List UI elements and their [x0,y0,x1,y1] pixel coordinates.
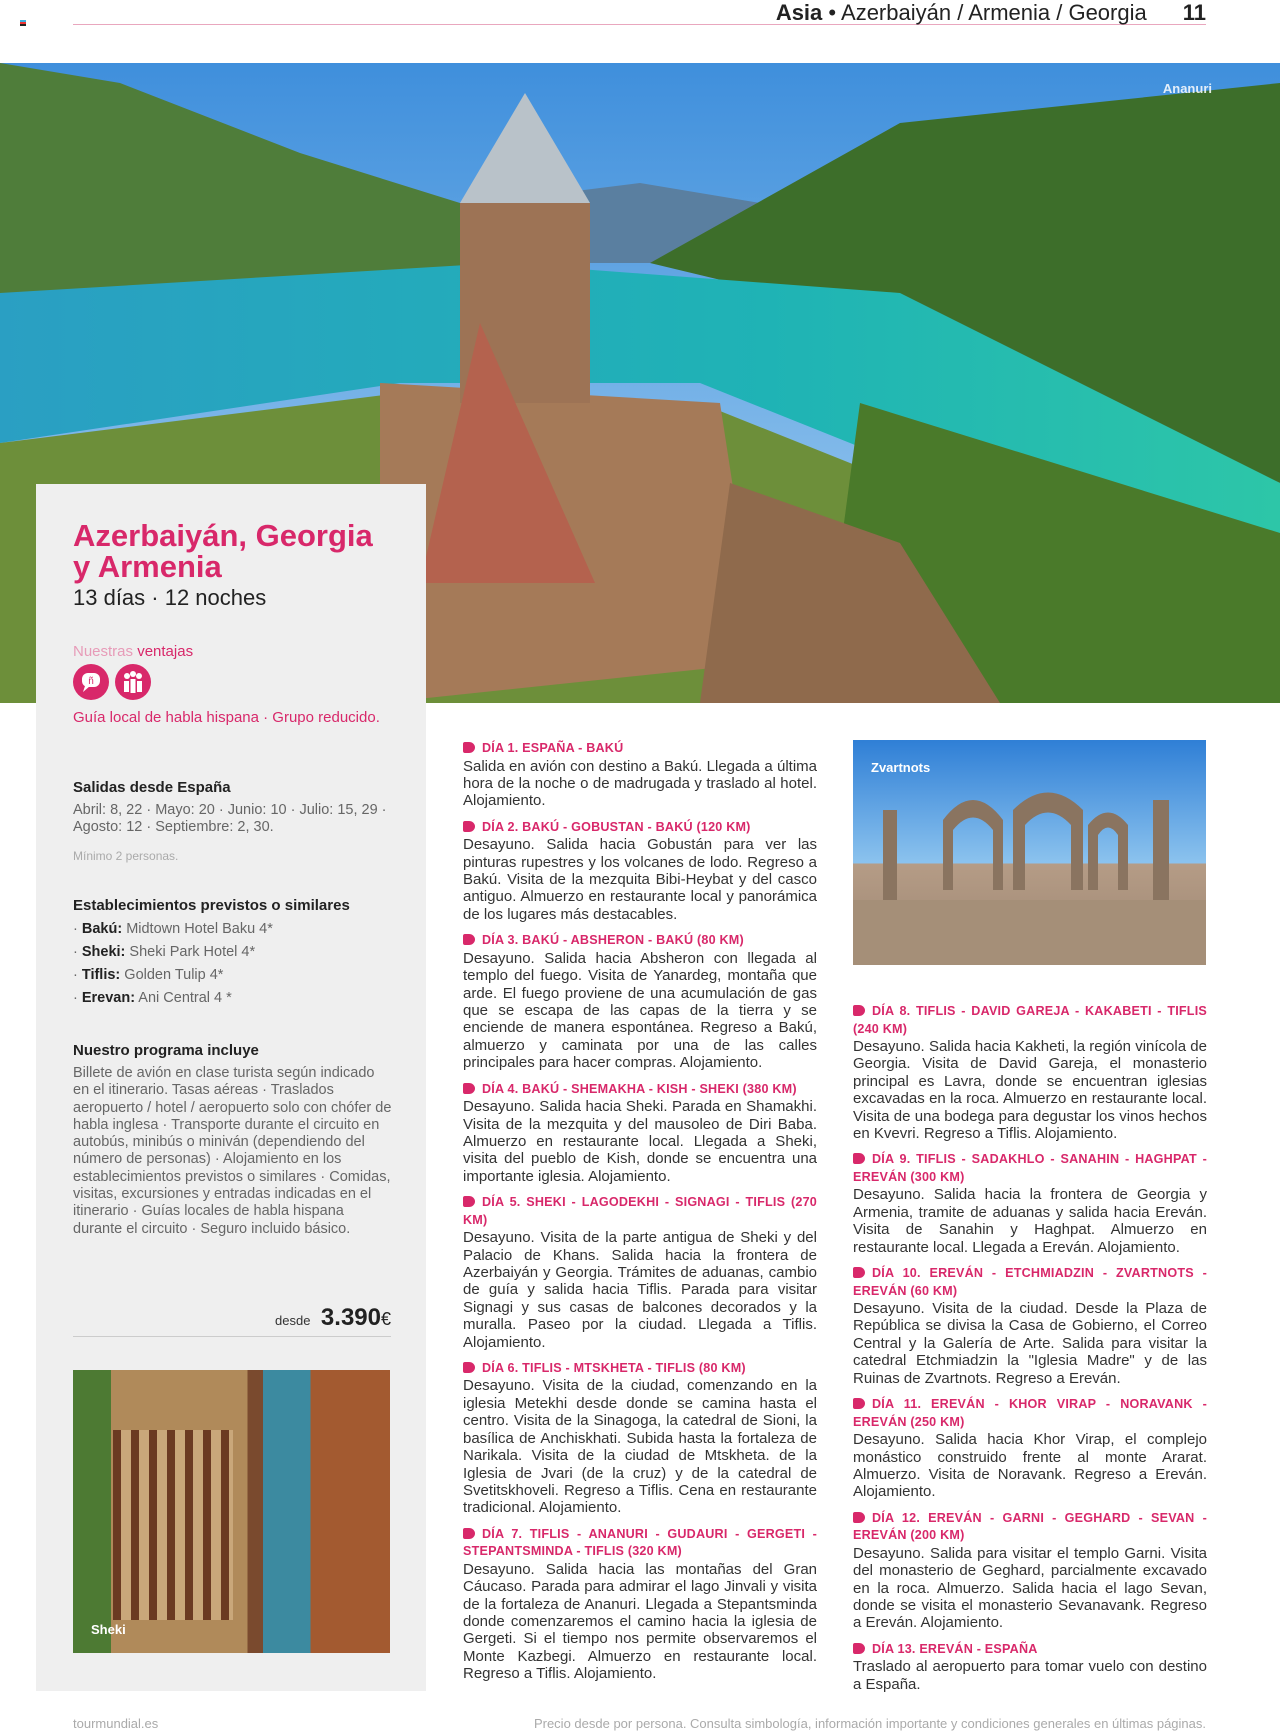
includes-text: Billete de avión en clase turista según indicado en el itinerario. Tasas aéreas · Traslados aeropuerto / hotel / aeropuerto solo con chófer de habla inglesa · Transporte durante el circuito en autobús, minibús o miniván (dependiendo del número de personas) · Alojamiento en los establecimientos previstos o similares · Comidas, visitas, excursiones y entradas indicadas en el itinerario · Guías locales de habla hispana durante el circuito · Seguro incluido básico. [73,1065,392,1237]
header-region: Asia [775,0,823,25]
small-group-icon [115,664,151,700]
hotel-city: Bakú: [81,921,123,937]
price-prefix: desde [275,1313,311,1328]
itinerary-day [463,1526,817,1683]
itinerary-day [853,1396,1207,1501]
zvartnots-photo [853,740,1206,965]
day-title [853,1151,1207,1186]
itinerary-day [463,1194,817,1351]
day-text: Desayuno. Salida hacia la frontera de Georgia y Armenia, tramite de aduanas y salida hacia Ereván. Visita de Sanahin y Haghpat. Almuerzo en restaurante local. Llegada a Ereván. Alojamiento. [853,1186,1207,1256]
hotel-name: Ani Central 4 * [138,990,232,1006]
bullet-icon [463,1362,475,1373]
departures-text: Abril: 8, 22 · Mayo: 20 · Junio: 10 · Julio: 15, 29 · Agosto: 12 · Septiembre: 2, 30. [73,802,387,836]
day-text: Desayuno. Salida hacia Gobustán para ver las pinturas rupestres y los volcanes de lodo. Regreso a Bakú. Visita de la mezquita Bibi-Heybat y del casco antiguo. Almuerzo en restaurante local y panorámica de los lugares más destacables. [463,836,817,923]
departures-title: Salidas desde España [73,779,231,796]
hotel-city: Sheki: [81,944,126,960]
day-title [463,1526,817,1561]
spanish-guide-icon [73,664,109,700]
hotel-item: · Erevan: Ani Central 4 * [73,990,232,1006]
bullet-icon [463,1196,475,1207]
header-separator: • [822,0,842,25]
itinerary-day [463,1081,817,1186]
day-title-text: DÍA 6. TIFLIS - MTSKHETA - TIFLIS (80 KM) [482,1360,746,1375]
hotels-title: Establecimientos previstos o similares [73,897,350,914]
hotel-name: Midtown Hotel Baku 4* [126,921,273,937]
day-title [463,1360,817,1378]
bullet-icon [463,934,475,945]
day-text: Desayuno. Salida hacia Absheron con llegada al templo del fuego. Visita de Yanardeg, montaña que arde. El fuego proviene de una acumulación de gas que se escapa de las capas de la tierra y se enciende de manera espontánea. Regreso a Bakú, almuerzo y caminata por una de las calles principales para hacer compras. Alojamiento. [463,949,817,1072]
day-title [853,1265,1207,1300]
trip-title [73,520,393,582]
day-text: Desayuno. Visita de la parte antigua de Sheki y del Palacio de Khans. Salida hacia la frontera de Azerbaiyán y Georgia. Trámites de aduanas, cambio de guía y salida hacia Tiflis. Parada para visitar Signagi y sus casas de balcones decorados y la muralla. Paseo por la ciudad. Llegada a Tiflis. Alojamiento. [463,1229,817,1351]
bullet-icon [853,1512,865,1523]
sheki-photo-caption: Sheki [91,1622,126,1637]
day-text: Salida en avión con destino a Bakú. Llegada a última hora de la noche o de madrugada y traslado al hotel. Alojamiento. [463,757,817,810]
day-title-text: DÍA 3. BAKÚ - ABSHERON - BAKÚ (80 KM) [482,933,744,948]
zvartnots-photo-caption: Zvartnots [871,760,931,775]
day-title-text: DÍA 7. TIFLIS - ANANURI - GUDAURI - GERGETI - STEPANTSMINDA - TIFLIS (320 KM) [463,1526,817,1559]
trip-duration: 13 días · 12 noches [73,585,267,610]
trip-summary-panel [36,484,426,1691]
itinerary-day [853,1641,1207,1693]
hotel-item: · Bakú: Midtown Hotel Baku 4* [73,921,273,937]
advantages-label [73,643,393,660]
day-title-text: DÍA 8. TIFLIS - DAVID GAREJA - KAKABETI - TIFLIS (240 KM) [853,1004,1207,1036]
day-title [853,1510,1207,1545]
day-title-text: DÍA 1. ESPAÑA - BAKÚ [482,741,624,755]
sheki-photo [73,1370,390,1653]
day-text: Desayuno. Salida hacia las montañas del Gran Cáucaso. Parada para admirar el lago Jinvali y visita de la fortaleza de Ananuri. Llegada a Stepantsminda donde comenzaremos el camino hacia la iglesia de Gergeti. Si el tiempo nos permite observaremos el Monte Kazbegi. Almuerzo en restaurante local. Regreso a Tiflis. Alojamiento. [463,1560,817,1683]
price-block [73,1304,391,1337]
day-title-text: DÍA 5. SHEKI - LAGODEKHI - SIGNAGI - TIFLIS (270 KM) [463,1195,817,1227]
day-title [853,1396,1207,1431]
day-text: Desayuno. Salida hacia Sheki. Parada en Shamakhi. Visita de la mezquita y del mausoleo de Diri Baba. Almuerzo en restaurante local. Llegada a Sheki, visita del pueblo de Kish, donde se encuentra una importante iglesia. Alojamiento. [463,1098,817,1185]
day-title [463,1081,817,1099]
price-value: 3.390 [320,1304,381,1331]
itinerary-day [463,819,817,924]
day-text: Desayuno. Salida para visitar el templo Garni. Visita del monasterio de Geghard, parcialmente excavado en la roca. Almuerzo. Salida hacia el lago Sevan, donde se visita el monasterio Sevanavank. Regreso a Ereván. Alojamiento. [853,1544,1207,1632]
bullet-icon [853,1005,865,1016]
footer-disclaimer: Precio desde por persona. Consulta simbología, información importante y condiciones generales en últimas páginas. [533,1716,1206,1731]
palace-windows [113,1430,233,1620]
hotel-name: Sheki Park Hotel 4* [129,944,256,960]
hotels-list [73,918,393,1010]
day-title-text: DÍA 10. EREVÁN - ETCHMIADZIN - ZVARTNOTS - EREVÁN (60 KM) [853,1266,1207,1298]
hero-caption: Ananuri [1162,81,1212,96]
trip-title-line: Azerbaiyán, Georgia [73,518,373,553]
day-title [463,932,817,950]
hotel-item: · Tiflis: Golden Tulip 4* [73,967,224,983]
day-text: Traslado al aeropuerto para tomar vuelo con destino a España. [853,1658,1207,1693]
bullet-icon [853,1398,865,1409]
itinerary-day [853,1510,1207,1632]
trip-title-line: y Armenia [73,549,222,584]
bullet-icon [463,1083,475,1094]
day-title-text: DÍA 12. EREVÁN - GARNI - GEGHARD - SEVAN - EREVÁN (200 KM) [853,1510,1207,1543]
advantages-text: Guía local de habla hispana · Grupo reducido. [73,709,380,726]
svg-text:ñ: ñ [88,676,94,687]
advantages-label-2: ventajas [137,643,194,660]
advantages-label-1: Nuestras [73,643,134,660]
day-title [853,1641,1207,1659]
hotel-item: · Sheki: Sheki Park Hotel 4* [73,944,256,960]
day-title [463,819,817,837]
bullet-icon [853,1643,865,1654]
bullet-icon [853,1267,865,1278]
day-text: Desayuno. Visita de la ciudad, comenzando en la iglesia Metekhi desde donde se camina hasta el centro. Visita de la Sinagoga, la catedral de Sioni, la basílica de Anchiskhati. Subida hasta la fortaleza de Narikala. Visita de la ciudad de Mtskheta. de la Iglesia de Jvari (de la cruz) y de la catedral de Svetitskhoveli. Regreso a Tiflis. Cena en restaurante tradicional. Alojamiento. [463,1377,817,1517]
day-title [853,1003,1207,1038]
advantage-icons [73,664,393,700]
bullet-icon [853,1153,865,1164]
day-text: Desayuno. Salida hacia Khor Virap, el complejo monástico construido frente al monte Ararat. Almuerzo. Visita de Noravank. Regreso a Ereván. Alojamiento. [853,1431,1207,1501]
day-text: Desayuno. Salida hacia Kakheti, la región vinícola de Georgia. Visita de David Gareja, el monasterio principal es Lavra, donde se encuentran iglesias excavadas en la roca. Almuerzo en restaurante local. Visita de una bodega para degustar los vinos hechos en Kvevri. Regreso a Tiflis. Alojamiento. [853,1038,1207,1143]
hotel-name: Golden Tulip 4* [124,967,224,983]
price-currency: € [380,1309,391,1329]
itinerary-day [853,1151,1207,1256]
itinerary-day [463,1360,817,1517]
header-countries: Azerbaiyán / Armenia / Georgia [841,0,1147,25]
includes-title: Nuestro programa incluye [73,1042,259,1059]
day-title-text: DÍA 2. BAKÚ - GOBUSTAN - BAKÚ (120 KM) [482,819,751,834]
day-title-text: DÍA 4. BAKÚ - SHEMAKHA - KISH - SHEKI (380 KM) [482,1081,797,1096]
page-number: 11 [1182,0,1206,25]
itinerary-column-1 [463,740,817,1692]
day-title [463,1194,817,1229]
itinerary-day [463,932,817,1071]
itinerary-column-2 [853,1003,1207,1702]
hotel-city: Erevan: [81,990,136,1006]
day-text: Desayuno. Visita de la ciudad. Desde la Plaza de República se divisa la Casa de Gobierno, el Correo Central y la Galería de Arte. Salida para visitar la catedral Etchmiadzin la "Iglesia Madre" y de las Ruinas de Zvartnots. Regreso a Ereván. [853,1300,1207,1387]
bullet-icon [463,742,475,753]
page-header [73,0,1206,25]
day-title [463,740,817,758]
itinerary-day [853,1265,1207,1387]
footer-website[interactable]: tourmundial.es [73,1716,159,1731]
day-title-text: DÍA 13. EREVÁN - ESPAÑA [872,1641,1038,1656]
bullet-icon [463,1528,475,1539]
bullet-icon [463,821,475,832]
day-title-text: DÍA 11. EREVÁN - KHOR VIRAP - NORAVANK - EREVÁN (250 KM) [853,1397,1207,1429]
itinerary-day [853,1003,1207,1142]
minimum-people: Mínimo 2 personas. [73,849,179,863]
day-title-text: DÍA 9. TIFLIS - SADAKHLO - SANAHIN - HAGHPAT - EREVÁN (300 KM) [853,1152,1207,1184]
hotel-city: Tiflis: [81,967,121,983]
itinerary-day [463,740,817,810]
print-registration-mark [20,20,26,26]
